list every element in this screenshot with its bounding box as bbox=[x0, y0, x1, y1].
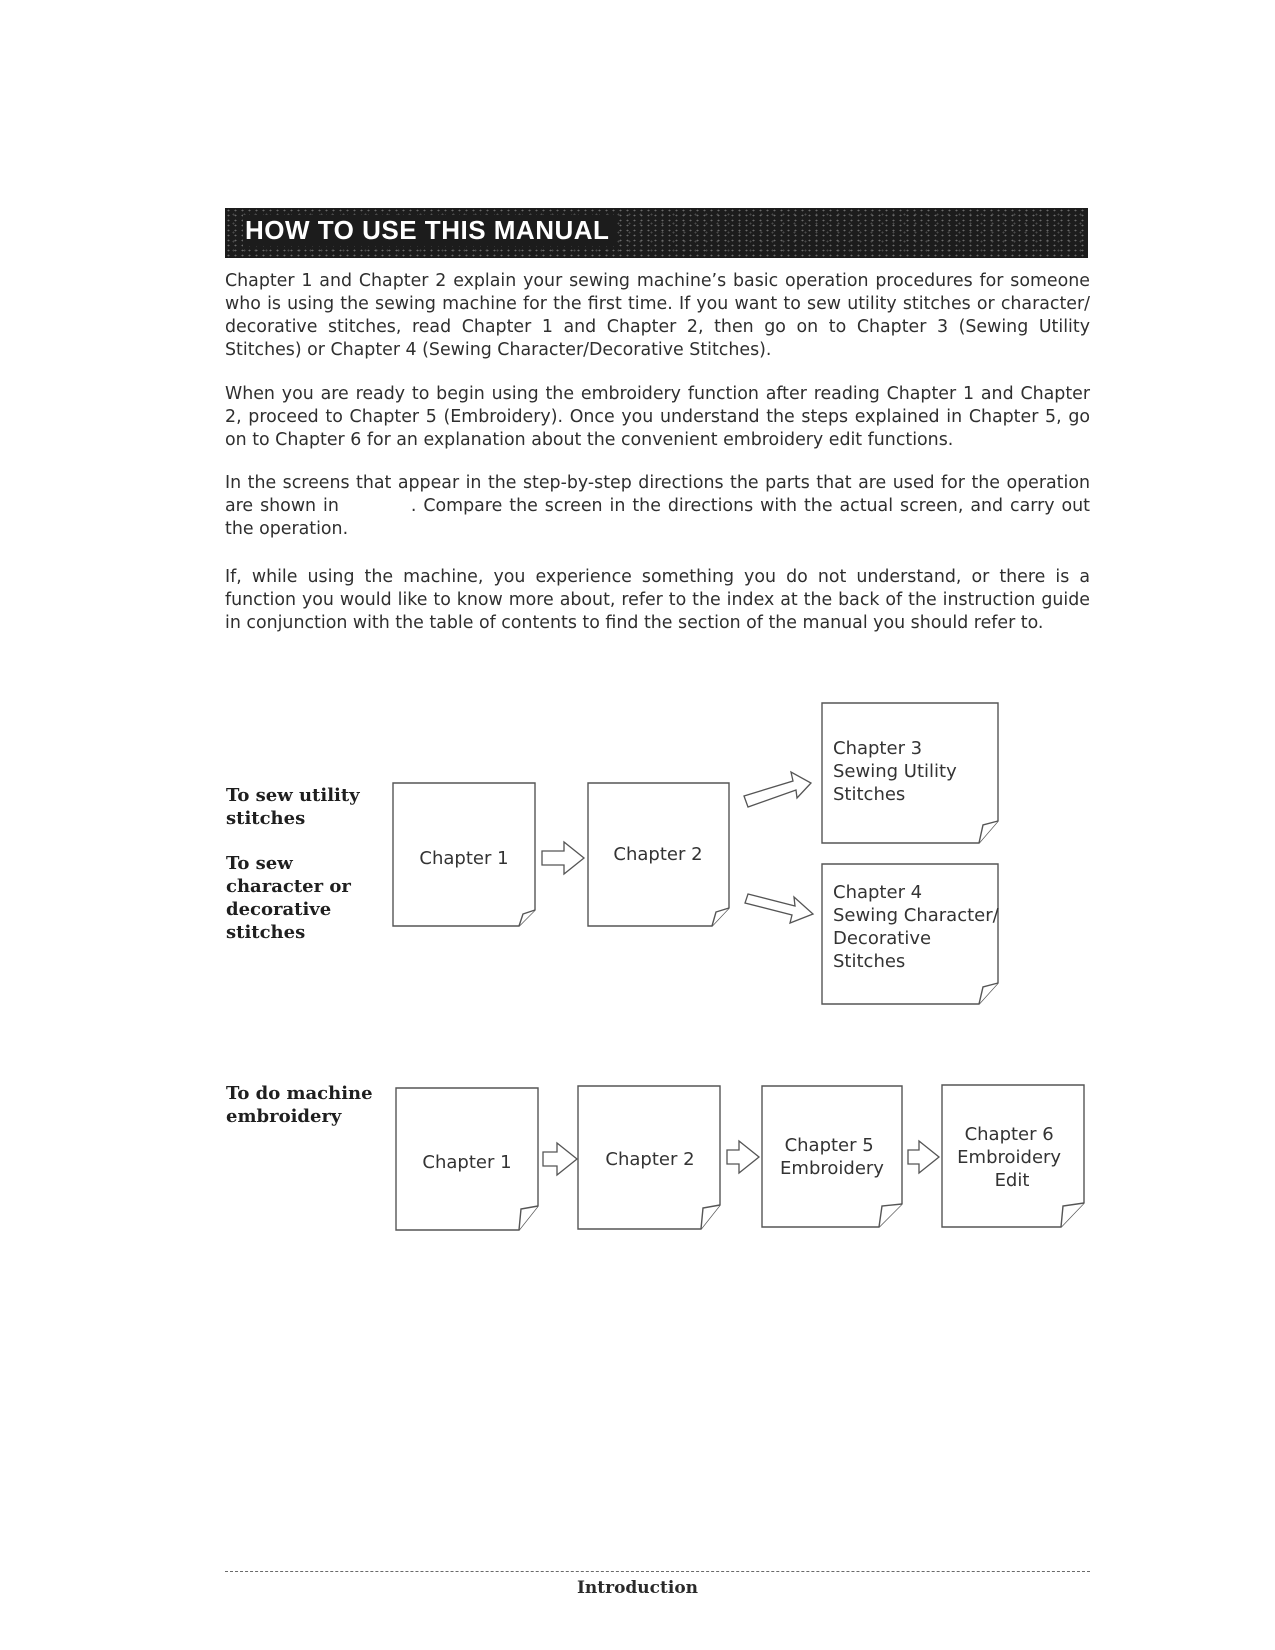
paragraph-3-start: In the screens that appear in the step-by-step directions the parts that are used for the operation are shown in bbox=[225, 473, 1090, 516]
chapter-6-line-3: Edit bbox=[994, 1170, 1030, 1191]
label-machine-embroidery: To do machine embroidery bbox=[226, 1083, 373, 1127]
arrow-bottom-ch1-to-ch2 bbox=[543, 1143, 577, 1175]
chapter-5-line-2: Embroidery bbox=[780, 1158, 884, 1179]
top-chapter-2-label: Chapter 2 bbox=[613, 844, 703, 865]
arrow-top-ch1-to-ch2 bbox=[542, 842, 584, 874]
intro-paragraph-2: When you are ready to begin using the embroidery function after reading Chapter 1 and Chapter 2, proceed to Chapter 5 (Embroidery). Once you understand the steps explained in Chapter 5, go on to Chapter 6 for an explanation about the convenient embroidery edit functions. bbox=[225, 384, 1090, 450]
label-sew-utility-stitches: To sew utility stitches bbox=[226, 785, 360, 829]
bottom-chapter-1-label: Chapter 1 bbox=[422, 1152, 512, 1173]
page-title: HOW TO USE THIS MANUAL bbox=[243, 215, 615, 246]
arrow-ch2-to-ch3 bbox=[744, 772, 811, 807]
arrow-bottom-ch5-to-ch6 bbox=[908, 1141, 939, 1173]
bottom-chapter-2-box bbox=[578, 1086, 720, 1229]
top-chapter-2-box bbox=[588, 783, 729, 926]
chapter-3-line-3: Stitches bbox=[833, 784, 906, 805]
bottom-chapter-2-label: Chapter 2 bbox=[605, 1149, 695, 1170]
arrow-ch2-to-ch4 bbox=[745, 894, 813, 923]
intro-paragraph-4: If, while using the machine, you experience something you do not understand, or there is a function you would like to know more about, refer to the index at the back of the instruction guide in conjunction with the table of contents to find the section of the manual you should refer to. bbox=[225, 567, 1090, 633]
top-chapter-1-box bbox=[393, 783, 535, 926]
footer-section-label: Introduction bbox=[576, 1578, 699, 1598]
chapter-6-line-2: Embroidery bbox=[957, 1147, 1062, 1168]
chapter-4-box bbox=[822, 864, 1004, 1004]
top-chapter-1-label: Chapter 1 bbox=[419, 848, 509, 869]
chapter-4-line-1: Chapter 4 bbox=[833, 882, 923, 903]
label-sew-character-stitches: To sew character or decorative stitches bbox=[226, 853, 351, 943]
bottom-chapter-1-box bbox=[396, 1088, 538, 1230]
chapter-4-line-2: Sewing Character/ bbox=[833, 905, 999, 926]
paragraph-3-end: . Compare the screen in the directions with the actual screen, and carry out the operation. bbox=[225, 496, 1090, 539]
chapter-3-line-2: Sewing Utility bbox=[833, 761, 957, 782]
chapter-6-line-1: Chapter 6 bbox=[964, 1124, 1054, 1145]
chapter-4-line-4: Stitches bbox=[833, 951, 906, 972]
arrow-bottom-ch2-to-ch5 bbox=[727, 1141, 759, 1173]
chapter-5-line-1: Chapter 5 bbox=[784, 1135, 874, 1156]
chapter-4-line-3: Decorative bbox=[833, 928, 932, 949]
chapter-5-box bbox=[762, 1086, 902, 1227]
chapter-3-line-1: Chapter 3 bbox=[833, 738, 923, 759]
chapter-6-box bbox=[942, 1085, 1084, 1227]
intro-paragraph-1: Chapter 1 and Chapter 2 explain your sewing machine’s basic operation procedures for someone who is using the sewing machine for the first time. If you want to sew utility stitches or character/ decorative stitches, read Chapter 1 and Chapter 2, then go on to Chapter 3 (Sewing Utility Stitches) or Chapter 4 (Sewing Character/Decorative Stitches). bbox=[225, 271, 1090, 360]
chapter-3-box bbox=[822, 703, 998, 843]
footer-divider bbox=[225, 1571, 1090, 1572]
